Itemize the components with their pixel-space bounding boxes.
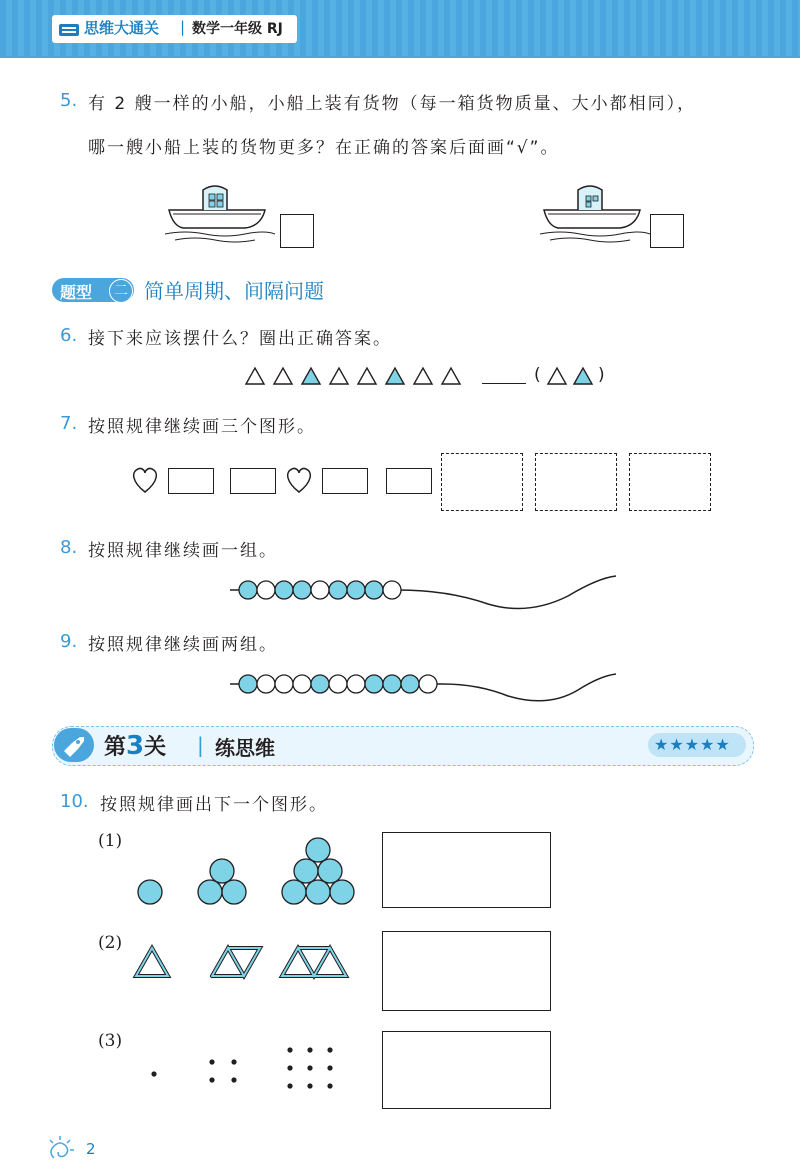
question-7-number: 7.: [60, 413, 78, 434]
question-6-options-open: (: [534, 365, 541, 385]
heart-shape: [130, 466, 160, 494]
heart-shape: [284, 466, 314, 494]
question-5-line-2: 哪一艘小船上装的货物更多？在正确的答案后面画“√”。: [88, 138, 560, 158]
level-separator: |: [197, 733, 204, 757]
question-8-text: 按照规律继续画一组。: [88, 541, 278, 561]
page-number: 2: [86, 1140, 96, 1158]
section-title: 简单周期、间隔问题: [144, 279, 324, 303]
bead-string-9: [228, 664, 620, 704]
level-prefix: 第: [104, 735, 127, 760]
boat-b-image: [540, 180, 650, 244]
question-7-answer-box-3[interactable]: [629, 453, 711, 511]
difficulty-stars: ★★★★★: [654, 735, 731, 754]
question-10-text: 按照规律画出下一个图形。: [100, 795, 328, 815]
question-6-options-close: ): [598, 365, 605, 385]
question-10-number: 10.: [60, 791, 89, 812]
question-6-number: 6.: [60, 325, 78, 346]
question-5-line-1: 有 2 艘一样的小船，小船上装有货物（每一箱货物质量、大小都相同），: [88, 94, 697, 114]
book-logo-icon: [58, 21, 80, 37]
series-title: 思维大通关: [84, 19, 160, 37]
triangle-stick-pattern: [130, 940, 360, 984]
level-suffix: 关: [144, 735, 167, 760]
boat-a-image: [165, 180, 275, 244]
question-6-options[interactable]: [546, 364, 598, 388]
part-1-answer-box[interactable]: [382, 832, 551, 908]
question-8-number: 8.: [60, 537, 78, 558]
part-3-answer-box[interactable]: [382, 1031, 551, 1109]
question-7-answer-box-2[interactable]: [535, 453, 617, 511]
part-2-label: (2): [98, 933, 123, 953]
section-tag-number: 二: [109, 279, 133, 303]
boat-a-answer-box[interactable]: [280, 214, 314, 248]
dot-pattern: [140, 1040, 340, 1094]
header-separator: |: [180, 18, 186, 36]
triangle-sequence: [244, 364, 484, 388]
circle-pattern: [130, 830, 370, 910]
level-label: [104, 730, 166, 761]
question-6-text: 接下来应该摆什么？圈出正确答案。: [88, 329, 392, 349]
question-5-number: 5.: [60, 90, 78, 111]
question-6-answer-blank[interactable]: [482, 383, 526, 384]
boat-b-answer-box[interactable]: [650, 214, 684, 248]
rocket-icon: [60, 733, 88, 757]
level-number: 3: [126, 731, 145, 761]
part-1-label: (1): [98, 831, 123, 851]
question-7-text: 按照规律继续画三个图形。: [88, 417, 316, 437]
level-name: 练思维: [215, 736, 275, 760]
bead-string-8: [228, 570, 620, 610]
question-9-number: 9.: [60, 631, 78, 652]
rectangle-shape: [322, 468, 368, 494]
question-7-answer-box-1[interactable]: [441, 453, 523, 511]
part-3-label: (3): [98, 1031, 123, 1051]
sun-swirl-icon: [44, 1134, 80, 1164]
rectangle-shape: [230, 468, 276, 494]
section-tag-label: 题型: [60, 283, 93, 302]
part-2-answer-box[interactable]: [382, 931, 551, 1011]
rectangle-shape: [386, 468, 432, 494]
subject-title: 数学一年级 RJ: [192, 21, 283, 37]
rectangle-shape: [168, 468, 214, 494]
question-9-text: 按照规律继续画两组。: [88, 635, 278, 655]
